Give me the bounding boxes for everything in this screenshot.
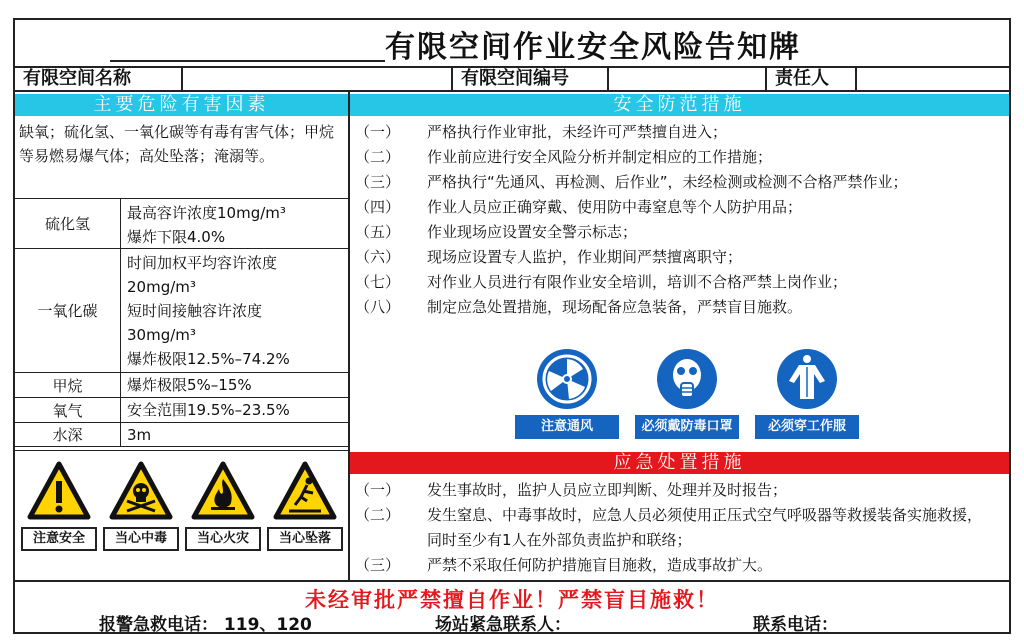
falling-person-icon <box>273 461 337 521</box>
info-row <box>15 66 1009 92</box>
ppe-label: 注意通风 <box>515 415 619 439</box>
hazard-name: 甲烷 <box>15 373 121 397</box>
measure-number: （一） <box>355 123 401 141</box>
measure-number: （二） <box>355 148 401 166</box>
ventilation-fan-icon <box>525 347 609 411</box>
hazard-values <box>127 251 290 371</box>
measure-number: （六） <box>355 248 401 266</box>
hazard-values <box>127 201 286 249</box>
warning-sign <box>267 461 343 557</box>
gas-mask-icon <box>645 347 729 411</box>
measure-text: 作业前应进行安全风险分析并制定相应的工作措施； <box>427 148 773 166</box>
ppe-sign <box>515 347 619 441</box>
hazard-value-line: 20mg/m³ <box>127 278 196 296</box>
measure-number: （七） <box>355 273 401 291</box>
safety-measure <box>355 120 995 145</box>
safety-measure <box>355 295 995 320</box>
measure-text: 发生窒息、中毒事故时，应急人员必须使用正压式空气呼吸器等救援装备实施救援，同时至少有1人在外部负责监护和联络； <box>427 506 983 549</box>
warning-signs <box>15 450 348 563</box>
emergency-measure <box>355 503 995 553</box>
hazard-values <box>127 423 151 447</box>
ppe-sign <box>635 347 739 441</box>
measure-text: 严禁不采取任何防护措施盲目施救，造成事故扩大。 <box>427 556 773 574</box>
title-row <box>15 20 1009 66</box>
emergency-header: 应急处置措施 <box>350 452 1009 474</box>
flame-fire-icon <box>191 461 255 521</box>
exclamation-warning-icon <box>27 461 91 521</box>
responsible-label: 责任人 <box>767 68 857 90</box>
hazard-row-water <box>15 422 348 447</box>
measure-text: 严格执行作业审批，未经许可严禁擅自进入； <box>427 123 728 141</box>
measure-text: 现场应设置专人监护，作业期间严禁擅离职守； <box>427 248 743 266</box>
risk-notice-board <box>13 18 1011 634</box>
space-name-value <box>183 68 453 90</box>
hazard-row-methane <box>15 372 348 397</box>
contact-phone: 联系电话： <box>753 615 838 635</box>
measure-text: 作业现场应设置安全警示标志； <box>427 223 638 241</box>
safety-measure <box>355 220 995 245</box>
measure-number: （三） <box>355 173 401 191</box>
hazard-value-line: 30mg/m³ <box>127 326 196 344</box>
hazard-values <box>127 373 252 397</box>
hazards-header: 主要危险有害因素 <box>15 94 348 116</box>
measure-number: （一） <box>355 481 401 499</box>
column-divider <box>348 92 350 580</box>
hazard-row-co <box>15 248 348 372</box>
measure-number: （八） <box>355 298 401 316</box>
hazard-value-line: 爆炸极限5%–15% <box>127 376 252 394</box>
hazard-value-line: 爆炸下限4.0% <box>127 228 226 246</box>
emergency-measure <box>355 553 995 578</box>
safety-measures <box>355 120 995 320</box>
responsible-value <box>857 68 1009 90</box>
alarm-phone: 报警急救电话： 119、120 <box>99 615 312 635</box>
hazard-value-line: 安全范围19.5%–23.5% <box>127 401 290 419</box>
warning-sign <box>103 461 179 557</box>
hazard-value-line: 短时间接触容许浓度 <box>127 302 263 320</box>
measure-text: 对作业人员进行有限作业安全培训，培训不合格严禁上岗作业； <box>427 273 848 291</box>
warning-label: 注意安全 <box>21 527 97 551</box>
ppe-sign <box>755 347 859 441</box>
hazard-name: 硫化氢 <box>15 199 121 248</box>
warning-sign <box>21 461 97 557</box>
safety-measure <box>355 195 995 220</box>
space-number-value <box>609 68 767 90</box>
safety-header: 安全防范措施 <box>350 94 1009 116</box>
safety-measure <box>355 245 995 270</box>
measure-number: （四） <box>355 198 401 216</box>
ppe-label: 必须穿工作服 <box>755 415 859 439</box>
hazard-values <box>127 398 290 422</box>
measure-text: 严格执行“先通风、再检测、后作业”，未经检测或检测不合格严禁作业； <box>427 173 908 191</box>
hazard-row-h2s <box>15 198 348 248</box>
emergency-measure <box>355 478 995 503</box>
hazard-value-line: 时间加权平均容许浓度 <box>127 254 278 272</box>
safety-measure <box>355 145 995 170</box>
hazard-value-line: 爆炸极限12.5%–74.2% <box>127 350 290 368</box>
bottom-band <box>15 580 1009 635</box>
warning-label: 当心中毒 <box>103 527 179 551</box>
measure-number: （二） <box>355 506 401 524</box>
measure-text: 发生事故时，监护人员应立即判断、处理并及时报告； <box>427 481 788 499</box>
space-number-label: 有限空间编号 <box>453 68 609 90</box>
hazard-value-line: 最高容许浓度10mg/m³ <box>127 204 286 222</box>
measure-number: （三） <box>355 556 401 574</box>
measure-text: 制定应急处置措施，现场配备应急装备，严禁盲目施救。 <box>427 298 803 316</box>
hazard-row-oxygen <box>15 397 348 422</box>
safety-measure <box>355 270 995 295</box>
warning-label: 当心坠落 <box>267 527 343 551</box>
space-name-label: 有限空间名称 <box>15 68 183 90</box>
slogan: 未经审批严禁擅自作业！严禁盲目施救！ <box>305 588 719 612</box>
safety-measure <box>355 170 995 195</box>
work-clothes-icon <box>765 347 849 411</box>
board-title: 有限空间作业安全风险告知牌 <box>385 30 801 65</box>
hazards-intro: 缺氧；硫化氢、一氧化碳等有毒有害气体；甲烷等易燃易爆气体；高处坠落；淹溺等。 <box>19 123 335 165</box>
measure-number: （五） <box>355 223 401 241</box>
title-blank-line <box>110 60 385 62</box>
measure-text: 作业人员应正确穿戴、使用防中毒窒息等个人防护用品； <box>427 198 803 216</box>
hazard-name: 水深 <box>15 423 121 446</box>
warning-sign <box>185 461 261 557</box>
hazard-name: 一氧化碳 <box>15 249 121 372</box>
warning-label: 当心火灾 <box>185 527 261 551</box>
ppe-label: 必须戴防毒口罩 <box>635 415 739 439</box>
hazard-value-line: 3m <box>127 426 152 444</box>
station-contact: 场站紧急联系人： <box>435 615 571 635</box>
emergency-measures <box>355 478 995 578</box>
hazard-name: 氧气 <box>15 398 121 422</box>
skull-poison-icon <box>109 461 173 521</box>
